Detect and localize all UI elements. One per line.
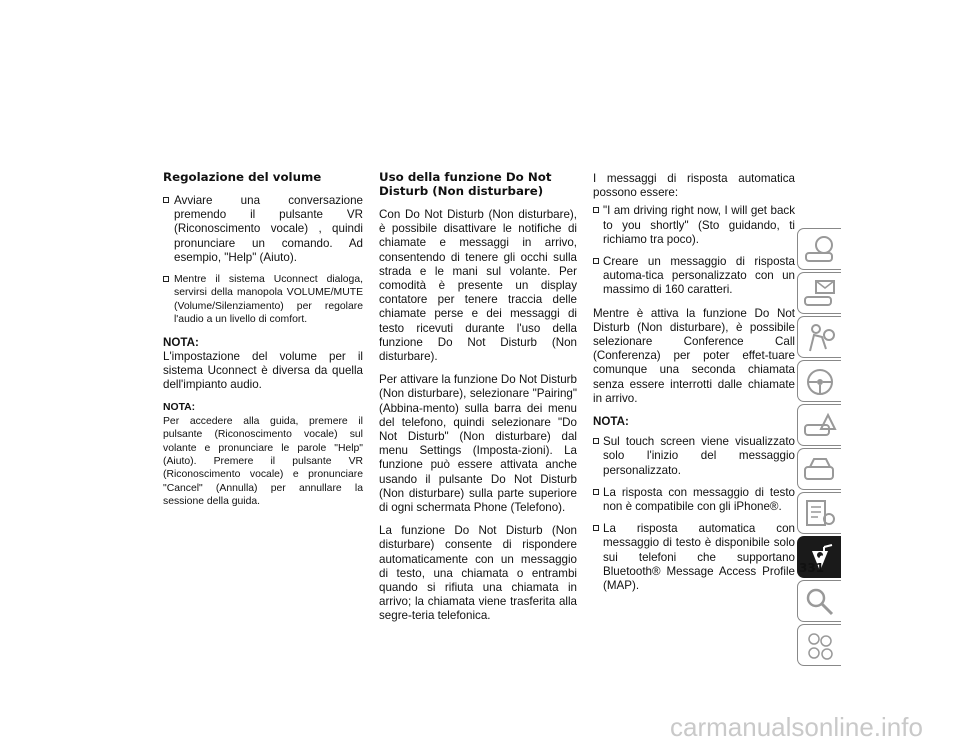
section-heading-dnd: Uso della funzione Do Not Disturb (Non disturbare)	[379, 170, 552, 198]
list-item: La risposta con messaggio di testo non è compatibile con gli iPhone®.	[593, 486, 795, 514]
list-item: La risposta automatica con messaggio di testo è disponibile solo sui telefoni che supportano Bluetooth® Message Access Profile (MAP).	[593, 522, 795, 593]
note-label: NOTA:	[163, 402, 196, 414]
airbag-safety-icon	[802, 321, 838, 355]
car-warning-icon	[802, 409, 838, 443]
auto-reply-list	[593, 204, 795, 297]
tab-car-warning[interactable]	[797, 404, 841, 446]
car-dashboard-icon	[802, 233, 838, 267]
paragraph: Mentre è attiva la funzione Do Not Disturb (Non disturbare), è possibile selezionare Conference Call (Conferenza) per poter effet-tuare comunque una seconda chiamata senza essere interrotti dalle chiamate in arrivo.	[593, 306, 795, 405]
note-label: NOTA:	[593, 415, 629, 429]
paragraph: La funzione Do Not Disturb (Non disturbare) consente di rispondere automaticamente con un messaggio di testo, una chiamata o entrambi quando si rifiuta una chiamata in arrivo; la chiamata viene trasferita alla segre-teria telefonica.	[379, 524, 577, 623]
column-volume	[163, 170, 363, 518]
tab-car-messages[interactable]	[797, 272, 841, 314]
maintenance-list-icon	[802, 497, 838, 531]
list-item: Avviare una conversazione premendo il pulsante VR (Riconoscimento vocale) , quindi pronunciare un comando. Ad esempio, "Help" (Aiuto).	[163, 194, 363, 265]
car-messages-icon	[802, 277, 838, 311]
list-item: Sul touch screen viene visualizzato solo l'inizio del messaggio personalizzato.	[593, 435, 795, 478]
tab-airbag-safety[interactable]	[797, 316, 841, 358]
search-magnifier-icon	[802, 585, 838, 619]
column-do-not-disturb	[379, 170, 577, 633]
section-heading-volume: Regolazione del volume	[163, 170, 322, 184]
column-auto-reply	[593, 172, 795, 602]
tab-maintenance-list[interactable]	[797, 492, 841, 534]
volume-list	[163, 194, 363, 327]
tab-car-service[interactable]	[797, 448, 841, 490]
paragraph: Per attivare la funzione Do Not Disturb (Non disturbare), selezionare "Pairing" (Abbina-mento) sulla barra dei menu del telefono, quindi selezionare "Do Not Disturb" (Non disturbare) dal menu Settings (Imposta-zioni). La funzione può essere attivata anche usando il pulsante Do Not Disturb (Non disturbare) sulla parte superiore di ogni schermata Phone (Telefono).	[379, 373, 577, 515]
paragraph: I messaggi di risposta automatica possono essere:	[593, 172, 795, 200]
note-text: L'impostazione del volume per il sistema Uconnect è diversa da quella dell'impianto audio.	[163, 349, 363, 392]
tab-search[interactable]	[797, 580, 841, 622]
car-service-icon	[802, 453, 838, 487]
steering-wheel-icon	[802, 365, 838, 399]
page-number: 331	[799, 561, 825, 575]
note-text: Per accedere alla guida, premere il pulsante (Riconoscimento vocale) sul volante e pronunciare le parole "Help" (Aiuto). Premere il pulsante VR (Riconoscimento vocale) e pronunciare "Cancel" (Annulla) per annullare la sessione della guida.	[163, 415, 363, 508]
paragraph: Con Do Not Disturb (Non disturbare), è possibile disattivare le notifiche di chiamate e messaggi in arrivo, consentendo di tenere gli occhi sulla strada e le mani sul volante. Per comodità è presente un display contatore per tenere traccia delle chiamate perse e dei messaggi di testo ricevuti durante l'uso della funzione Do Not Disturb (Non disturbare).	[379, 208, 577, 364]
note-label: NOTA:	[163, 335, 199, 349]
chapter-tabs	[797, 228, 841, 668]
note-list	[593, 435, 795, 593]
language-index-icon	[802, 629, 838, 663]
list-item: "I am driving right now, I will get back to you shortly" (Sto guidando, ti richiamo tra poco).	[593, 204, 795, 247]
list-item: Creare un messaggio di risposta automa-tica personalizzato con un massimo di 160 caratteri.	[593, 255, 795, 298]
list-item: Mentre il sistema Uconnect dialoga, servirsi della manopola VOLUME/MUTE (Volume/Silenziamento) per regolare l'audio a un livello di comfort.	[163, 273, 363, 327]
tab-car-dashboard[interactable]	[797, 228, 841, 270]
tab-language-index[interactable]	[797, 624, 841, 666]
watermark: carmanualsonline.info	[670, 712, 923, 742]
tab-steering-wheel[interactable]	[797, 360, 841, 402]
